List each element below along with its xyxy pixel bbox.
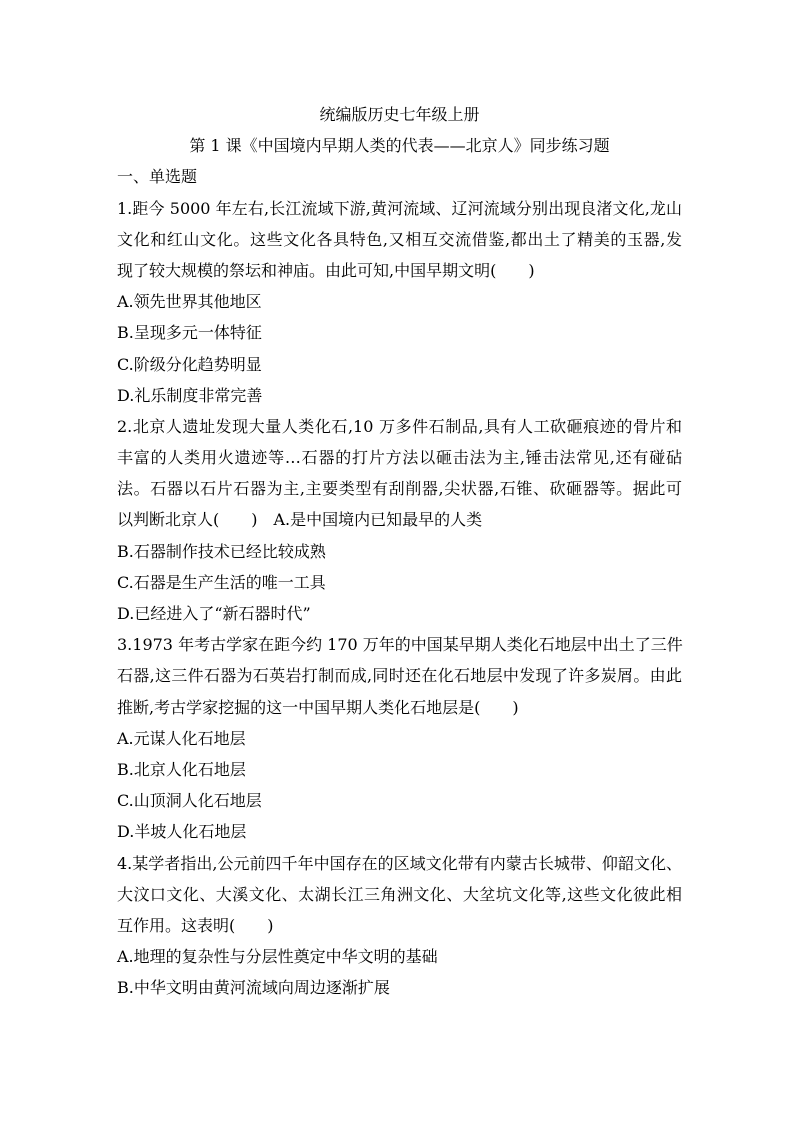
question-2-stem-line-1: 2.北京人遗址发现大量人类化石,10 万多件石制品,具有人工砍砸痕迹的骨片和 [117, 416, 682, 436]
question-1-stem-line-1: 1.距今 5000 年左右,长江流域下游,黄河流域、辽河流域分别出现良渚文化,龙山 [117, 198, 682, 218]
question-3-stem-line-1: 3.1973 年考古学家在距今约 170 万年的中国某早期人类化石地层中出土了三件 [117, 635, 683, 655]
question-4-stem-line-1: 4.某学者指出,公元前四千年中国存在的区域文化带有内蒙古长城带、仰韶文化、 [117, 853, 682, 873]
question-4-stem-line-3: 互作用。这表明( ) [117, 915, 274, 935]
question-4-option-b: B.中华文明由黄河流域向周边逐渐扩展 [117, 978, 390, 998]
question-2-option-d: D.已经进入了“新石器时代” [117, 604, 311, 623]
question-2-stem-line-2: 丰富的人类用火遗迹等…石器的打片方法以砸击法为主,锤击法常见,还有碰砧 [117, 448, 682, 468]
question-4 [117, 848, 682, 1004]
document-title: 统编版历史七年级上册 [319, 105, 480, 124]
question-1-stem-line-3: 现了较大规模的祭坛和神庙。由此可知,中国早期文明( ) [117, 260, 535, 280]
question-3-stem-line-2: 石器,这三件石器为石英岩打制而成,同时还在化石地层中发现了许多炭屑。由此 [117, 666, 682, 686]
question-2 [117, 411, 682, 629]
question-3-option-d: D.半坡人化石地层 [117, 822, 247, 842]
document-content [117, 99, 682, 1003]
question-4-option-a: A.地理的复杂性与分层性奠定中华文明的基础 [117, 947, 438, 967]
question-2-option-c: C.石器是生产生活的唯一工具 [117, 572, 326, 592]
question-3 [117, 629, 682, 847]
question-2-stem-line-4: 以判断北京人( ) A.是中国境内已知最早的人类 [117, 510, 483, 530]
question-3-option-c: C.山顶洞人化石地层 [117, 791, 262, 811]
question-4-stem-line-2: 大汶口文化、大溪文化、太湖长江三角洲文化、大坌坑文化等,这些文化彼此相 [117, 884, 682, 904]
document-subtitle: 第 1 课《中国境内早期人类的代表——北京人》同步练习题 [189, 136, 610, 156]
question-1-option-b: B.呈现多元一体特征 [117, 323, 262, 343]
question-1-option-a: A.领先世界其他地区 [117, 292, 262, 312]
section-heading: 一、单选题 [117, 167, 198, 187]
question-3-option-a: A.元谋人化石地层 [117, 728, 246, 748]
question-1-option-c: C.阶级分化趋势明显 [117, 354, 262, 374]
question-1-option-d: D.礼乐制度非常完善 [117, 385, 263, 405]
question-1-stem-line-2: 文化和红山文化。这些文化各具特色,又相互交流借鉴,都出土了精美的玉器,发 [117, 229, 682, 249]
question-2-stem-line-3: 法。石器以石片石器为主,主要类型有刮削器,尖状器,石锥、砍砸器等。据此可 [117, 479, 682, 499]
question-3-stem-line-3: 推断,考古学家挖掘的这一中国早期人类化石地层是( ) [117, 697, 519, 717]
question-2-option-b: B.石器制作技术已经比较成熟 [117, 541, 326, 561]
question-3-option-b: B.北京人化石地层 [117, 759, 246, 779]
question-1 [117, 193, 682, 411]
